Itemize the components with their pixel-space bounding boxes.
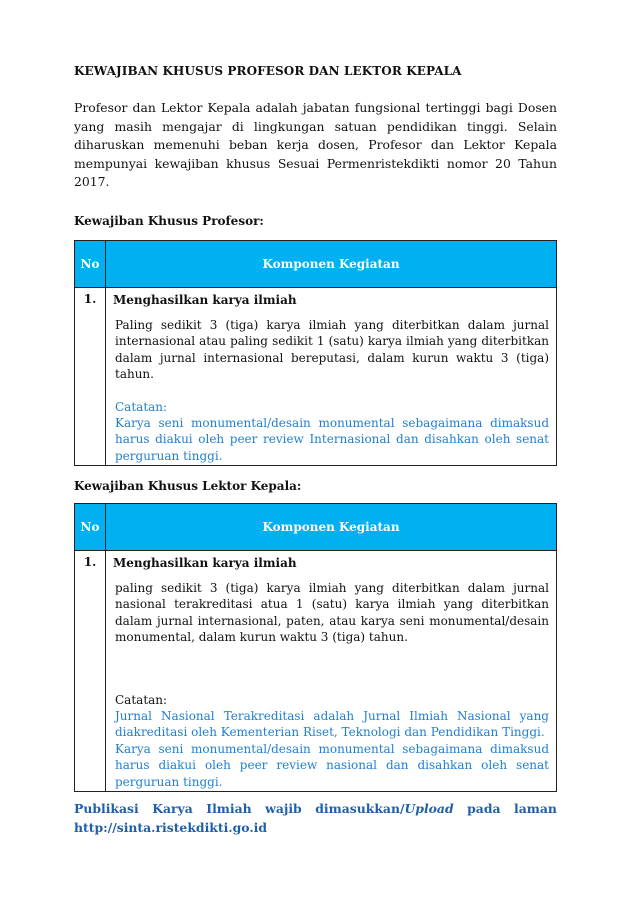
row-number: 1. <box>75 551 106 792</box>
footer-word-upload <box>315 800 453 819</box>
column-header-no: No <box>75 504 106 551</box>
footer-word: dimasukkan/ <box>315 801 405 816</box>
table-row <box>75 288 557 466</box>
footer-word: Publikasi <box>74 801 139 816</box>
document-title: KEWAJIBAN KHUSUS PROFESOR DAN LEKTOR KEPALA <box>74 64 462 78</box>
item-body: paling sedikit 3 (tiga) karya ilmiah yang diterbitkan dalam jurnal nasional terakreditasi atua 1 (satu) karya ilmiah yang diterbitkan dalam jurnal internasional, paten, atau karya seni monumental/desain monumental, dalam kurun waktu 3 (tiga) tahun. <box>115 581 549 645</box>
intro-paragraph: Profesor dan Lektor Kepala adalah jabatan fungsional tertinggi bagi Dosen yang masih mengajar di lingkungan satuan pendidikan tinggi. Selain diharuskan memenuhi beban kerja dosen, Profesor dan Lektor Kepala mempunyai kewajiban khusus Sesuai Permenristekdikti nomor 20 Tahun 2017. <box>74 100 557 190</box>
footer-line <box>74 800 557 819</box>
note-text-1: Jurnal Nasional Terakreditasi adalah Jurnal Ilmiah Nasional yang diakreditasi oleh Kementerian Riset, Teknologi dan Pendidikan Tinggi. <box>115 709 549 740</box>
footer-word: laman <box>514 801 557 816</box>
footer-word: wajib <box>265 801 302 816</box>
footer-emphasis: Upload <box>404 801 454 816</box>
row-content <box>106 288 557 466</box>
lektor-table <box>74 503 557 792</box>
table-header-row <box>75 504 557 551</box>
footer-word: Karya <box>152 801 193 816</box>
lektor-heading: Kewajiban Khusus Lektor Kepala: <box>74 479 302 493</box>
footer-note <box>74 800 557 837</box>
row-number: 1. <box>75 288 106 466</box>
row-content <box>106 551 557 792</box>
table-row <box>75 551 557 792</box>
note-text: Karya seni monumental/desain monumental sebagaimana dimaksud harus diakui oleh peer review Internasional dan disahkan oleh senat perguruan tinggi. <box>115 416 549 463</box>
profesor-table <box>74 240 557 466</box>
table-header-row <box>75 241 557 288</box>
column-header-no: No <box>75 241 106 288</box>
item-title: Menghasilkan karya ilmiah <box>113 293 297 307</box>
column-header-komponen: Komponen Kegiatan <box>106 504 557 551</box>
footer-word: pada <box>467 801 501 816</box>
note-label: Catatan: <box>115 399 168 414</box>
column-header-komponen: Komponen Kegiatan <box>106 241 557 288</box>
footer-word: Ilmiah <box>206 801 252 816</box>
note-text-2: Karya seni monumental/desain monumental sebagaimana dimaksud harus diakui oleh peer review nasional dan disahkan oleh senat perguruan tinggi. <box>115 741 549 789</box>
sinta-link[interactable]: http://sinta.ristekdikti.go.id <box>74 819 267 835</box>
item-body: Paling sedikit 3 (tiga) karya ilmiah yang diterbitkan dalam jurnal internasional atau paling sedikit 1 (satu) karya ilmiah yang diterbitkan dalam jurnal internasional bereputasi, dalam kurun waktu 3 (tiga) tahun. <box>115 318 549 382</box>
profesor-heading: Kewajiban Khusus Profesor: <box>74 214 264 228</box>
note-label: Catatan: <box>115 692 168 707</box>
item-title: Menghasilkan karya ilmiah <box>113 556 297 570</box>
